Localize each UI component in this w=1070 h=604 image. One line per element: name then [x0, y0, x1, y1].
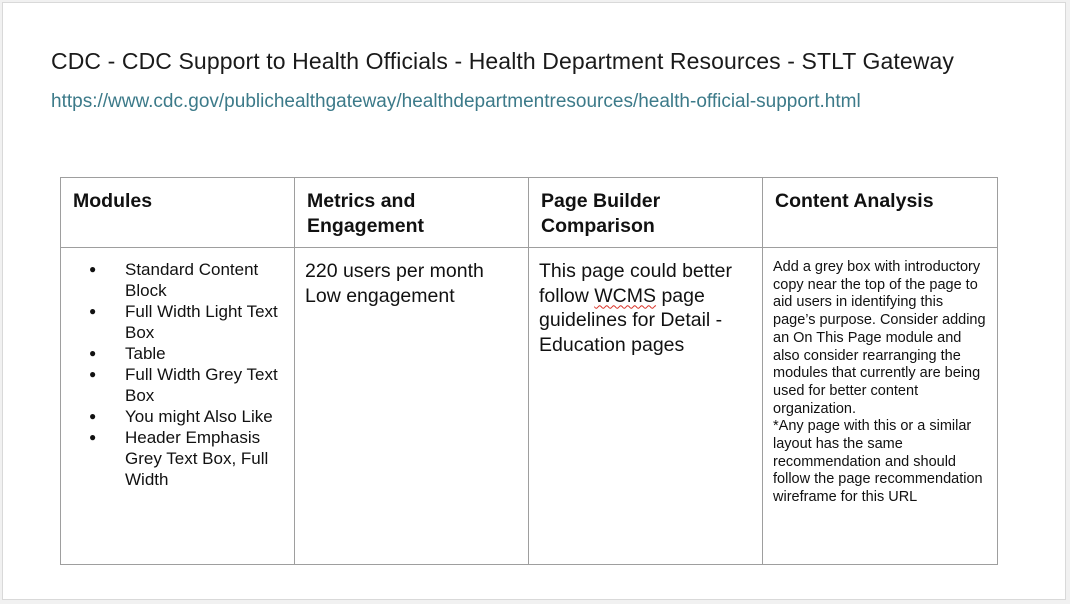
- list-item: ● Full Width Light Text Box: [125, 301, 284, 343]
- spellcheck-flagged-word: WCMS: [594, 284, 657, 307]
- table-header-row: [61, 178, 998, 248]
- list-item: ● Table: [125, 343, 284, 364]
- comparison-text: [539, 259, 752, 357]
- comparison-cell: [529, 248, 763, 565]
- analysis-paragraph: Add a grey box with introductory copy near the top of the page to aid users in identifying this page’s purpose. Consider adding an On This Page module and also consider rearranging the modules that currently are being used for better content organization.: [773, 259, 986, 417]
- comparison-text-end: page guidelines for Detail - Education pages: [539, 284, 723, 356]
- list-item: ● Header Emphasis Grey Text Box, Full Width: [125, 427, 284, 490]
- content-analysis-text: [773, 259, 987, 507]
- list-item: ● Standard Content Block: [125, 259, 284, 301]
- content-analysis-cell: [763, 248, 998, 565]
- metrics-cell: [295, 248, 529, 565]
- header-metrics: Metrics and Engagement: [295, 178, 529, 248]
- engagement-level: Low engagement: [305, 285, 455, 307]
- header-content-analysis: Content Analysis: [763, 178, 998, 248]
- header-comparison: Page Builder Comparison: [529, 178, 763, 248]
- modules-cell: [61, 248, 295, 565]
- document-page: [2, 2, 1066, 600]
- table-row: [61, 248, 998, 565]
- analysis-note: *Any page with this or a similar layout has the same recommendation and should follow the page recommendation wireframe for this URL: [773, 418, 983, 506]
- analysis-table: [60, 177, 998, 565]
- header-modules: Modules: [61, 178, 295, 248]
- users-per-month: 220 users per month: [305, 260, 484, 282]
- list-item: ● You might Also Like: [125, 406, 284, 427]
- page-title: CDC - CDC Support to Health Officials - Health Department Resources - STLT Gateway: [51, 48, 954, 74]
- modules-list: [71, 259, 284, 490]
- comparison-text-start: This page could better follow: [539, 260, 732, 307]
- list-item: ● Full Width Grey Text Box: [125, 364, 284, 406]
- page-url-link[interactable]: https://www.cdc.gov/publichealthgateway/healthdepartmentresources/health-official-support.html: [51, 91, 861, 112]
